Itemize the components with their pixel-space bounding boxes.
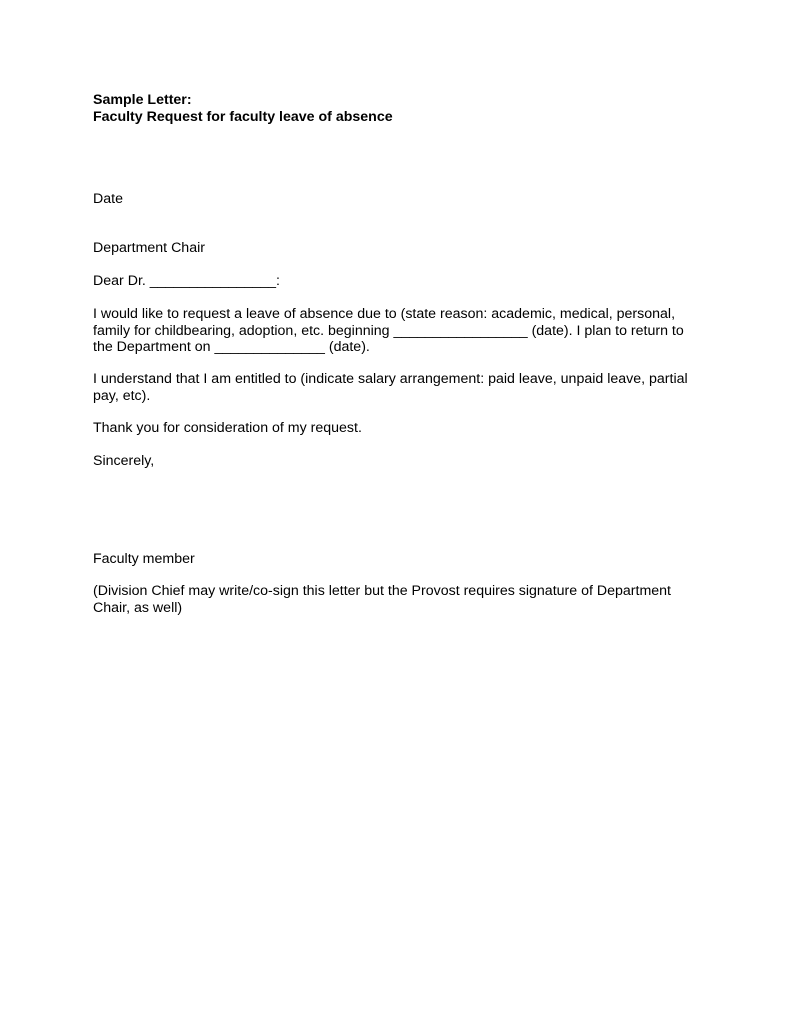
- thanks-line: Thank you for consideration of my request.: [93, 420, 362, 436]
- footnote-paragraph: [93, 583, 703, 616]
- date-line: Date: [93, 191, 123, 207]
- paragraph-line: the Department on ______________ (date).: [93, 339, 370, 355]
- paragraph-line: Chair, as well): [93, 599, 183, 616]
- salutation: Dear Dr. ________________:: [93, 273, 280, 289]
- paragraph-line: family for childbearing, adoption, etc. beginning _________________ (date). I plan to return to: [93, 322, 684, 339]
- closing-line: Sincerely,: [93, 453, 155, 469]
- salary-paragraph: [93, 371, 703, 404]
- paragraph-line: pay, etc).: [93, 387, 151, 404]
- recipient-line: Department Chair: [93, 240, 205, 256]
- letter-subtitle: Faculty Request for faculty leave of absence: [93, 109, 393, 125]
- request-paragraph: [93, 306, 703, 356]
- signer-line: Faculty member: [93, 551, 195, 567]
- paragraph-line: I would like to request a leave of absence due to (state reason: academic, medical, personal,: [93, 306, 676, 322]
- paragraph-line: I understand that I am entitled to (indicate salary arrangement: paid leave, unpaid leave, partial: [93, 371, 688, 387]
- paragraph-line: (Division Chief may write/co-sign this letter but the Provost requires signature of Department: [93, 583, 671, 599]
- letter-title: Sample Letter:: [93, 92, 192, 108]
